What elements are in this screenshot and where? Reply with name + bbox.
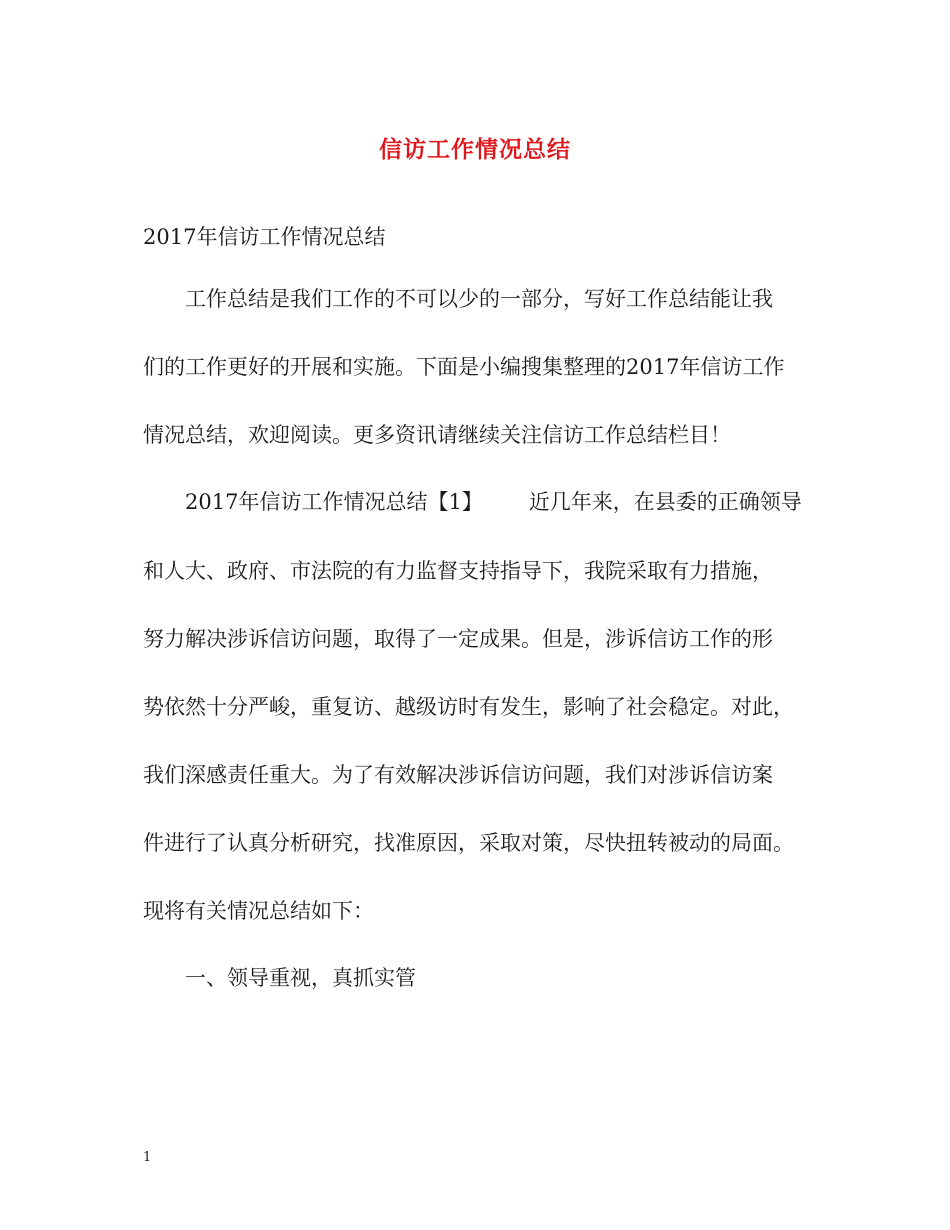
paragraph-2-line-3: 势依然十分严峻，重复访、越级访时有发生，影响了社会稳定。对此， [143,695,794,719]
document-subtitle: 2017年信访工作情况总结 [143,225,386,249]
paragraph-2-line-2: 努力解决涉诉信访问题，取得了一定成果。但是，涉诉信访工作的形 [143,627,773,651]
document-title: 信访工作情况总结 [379,136,571,163]
paragraph-2-line-5: 件进行了认真分析研究，找准原因，采取对策，尽快扭转被动的局面。 [143,831,794,855]
paragraph-2-line-4: 我们深感责任重大。为了有效解决涉诉信访问题，我们对涉诉信访案 [143,763,773,787]
list-item-1: 一、领导重视，真抓实管 [185,966,416,990]
section-first-text: 近几年来，在县委的正确领导 [528,490,802,514]
paragraph-2-line-6: 现将有关情况总结如下： [143,899,374,923]
paragraph-1-line-3: 情况总结，欢迎阅读。更多资讯请继续关注信访工作总结栏目！ [143,423,731,447]
paragraph-1-line-2: 们的工作更好的开展和实施。下面是小编搜集整理的2017年信访工作 [143,355,785,379]
page-number: 1 [143,1150,152,1165]
section-heading: 2017年信访工作情况总结【1】 [185,490,483,514]
paragraph-1-line-1: 工作总结是我们工作的不可以少的一部分，写好工作总结能让我 [185,287,773,311]
section-heading-line [185,487,802,517]
paragraph-2-line-1: 和人大、政府、市法院的有力监督支持指导下，我院采取有力措施， [143,559,773,583]
